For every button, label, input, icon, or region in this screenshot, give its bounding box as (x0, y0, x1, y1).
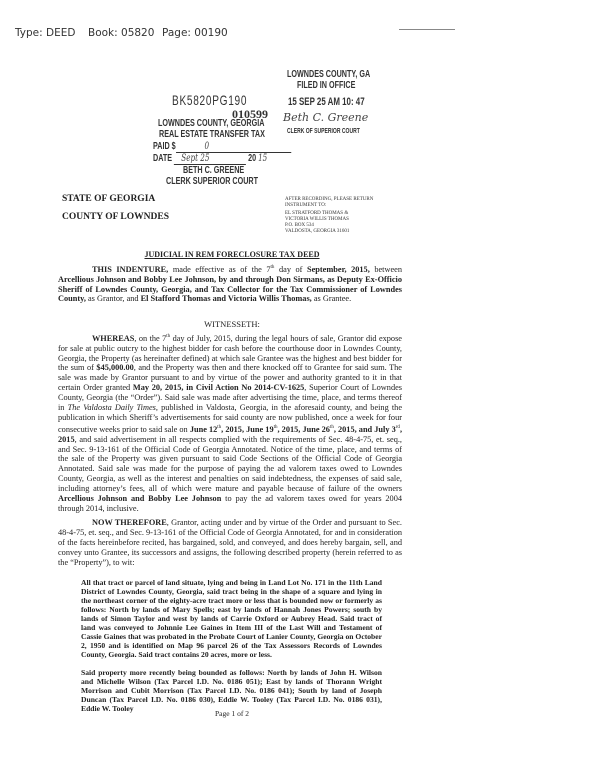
page-number: Page: 00190 (162, 27, 228, 39)
witnesseth-heading: WITNESSETH: (204, 319, 260, 329)
text-segment: , 2015, June 19 (221, 424, 274, 434)
date-label: DATE (153, 153, 173, 164)
divider (399, 29, 455, 30)
text-segment: th (270, 265, 275, 270)
text-segment: $45,000.00 (96, 363, 134, 373)
stamp-number: 010599 (232, 107, 268, 121)
filed-label: FILED IN OFFICE (297, 80, 356, 91)
county-label: COUNTY OF LOWNDES (62, 212, 169, 222)
text-segment: , 2015, June 26 (277, 424, 330, 434)
legal-description: All that tract or parcel of land situate, lying and being in Land Lot No. 171 in the 11th Land District of Lowndes County, Georgia, said tract being in the shape of a square and lying in the northeast corner of the eighty-acre tract more or less that is bounded now or formerly as follows: North by lands of Mary Spells; east by lands of Hannah Jones Powers; south by lands of Simon Taylor and west by lands of Carrie Oxford or Aubrey Head. Said tract of land was conveyed to Johnnie Lee Gaines in Item III of the Last Will and Testament of Cassie Gaines that was probated in the Probate Court of Lanier County, Georgia on October 2, 1950 and is identified on Map 96 parcel 26 of the Tax Assessors Records of Lowndes County, Georgia. Said tract contains 20 acres, more or less. (81, 578, 382, 659)
return-address (285, 197, 373, 235)
year-value: 15 (258, 153, 268, 164)
text-segment: , Superior Court of Lowndes County, Georgia (the “Order”). Said sale was made after advertising the time, place, and terms thereof in (58, 383, 402, 413)
text-segment: The Valdosta Daily Times (67, 403, 156, 413)
text-segment: th (273, 424, 278, 430)
filed-county: LOWNDES COUNTY, GA (287, 69, 371, 80)
text-segment: th (166, 334, 171, 339)
filed-datetime: 15 SEP 25 AM 10: 47 (288, 96, 365, 108)
paid-label: PAID $ (153, 141, 176, 152)
filed-clerk: CLERK OF SUPERIOR COURT (287, 128, 360, 135)
text-segment: , and the Property was then and there knocked off to Grantee for said sum. The sale was made by Grantor pursuant to and by virtue of the power and authority granted to it in that certain Order granted (58, 363, 402, 393)
state-label: STATE OF GEORGIA (62, 194, 156, 204)
text-segment: WHEREAS (92, 333, 135, 343)
whereas-paragraph (58, 332, 402, 514)
indenture-paragraph (58, 263, 402, 304)
text-segment: as Grantee. (311, 294, 352, 304)
stamp-clerk-name: BETH C. GREENE (183, 165, 245, 176)
stamp-tax-label: REAL ESTATE TRANSFER TAX (159, 129, 265, 140)
text-segment: made effective as of the 7 (168, 264, 271, 274)
text-segment: THIS INDENTURE, (92, 264, 169, 274)
return-line: VICTORIA WILLIS THOMAS (285, 217, 349, 222)
text-segment: , 2015 (58, 424, 403, 444)
text-segment: as Grantor, and (85, 294, 141, 304)
text-segment: between (369, 264, 402, 274)
return-line: INSTRUMENT TO: (285, 203, 327, 208)
text-segment: th (329, 424, 334, 430)
paid-row (153, 141, 291, 153)
date-value: Sept 25 (174, 153, 246, 165)
text-segment: , published in Valdosta, Georgia, in the aforesaid county, and being the publication in which Sheriff’s advertisements for said county are now published, once a week for four consecutive weeks prior to said sale on (58, 403, 403, 434)
paid-value: 0 (176, 141, 291, 153)
legal-description-recent: Said property more recently being bounded as follows: North by lands of John H. Wilson and Michelle Wilson (Tax Parcel I.D. No. 0186 051); East by lands of Thorann Wright Morrison and Cubit Morrison (Tax Parcel I.D. No. 0186 041); South by land of Joseph Duncan (Tax Parcel I.D. No. 0186 030), Eddie W. Tooley (Tax Parcel I.D. No. 0186 031), Eddie W. Tooley (81, 668, 382, 713)
text-segment: , and said advertisement in all respects complied with the requirements of Sec. 48-4-75, et. seq., and Sec. 9-13-161 of the Official Code of Georgia Annotated. Notice of the time, place, and terms of the sale of the Property was given pursuant to said Code Sections of the Official Code of Georgia Annotated. Said sale was made for the purpose of paying the ad valorem taxes owed to Lowndes County, Georgia, as well as the interest and penalties on said indebtedness, the expenses of said sale, including attorney’s fees, all of which were mature and payable because of failure of the owners (58, 434, 402, 494)
page-footer: Page 1 of 2 (215, 709, 249, 718)
now-therefore-paragraph (58, 518, 402, 568)
doc-type: Type: DEED (15, 27, 76, 39)
text-segment: , 2015, and July 3 (333, 424, 396, 434)
book-page-stamp: BK5820PG190 (172, 92, 248, 108)
text-segment: rd (395, 424, 400, 430)
return-line: P.O. BOX 534 (285, 223, 314, 228)
text-segment: to pay the ad valorem taxes owed for years 2004 through 2014, inclusive. (58, 494, 402, 513)
text-segment: th (217, 424, 222, 430)
text-segment: Arcellious Johnson and Bobby Lee Johnson, by and through Don Sirmans, as Deputy Ex-Officio Sheriff of Lowndes County, Georgia, and Tax Collector for the Tax Commissioner of Lowndes County, (58, 274, 402, 304)
text-segment: NOW THEREFORE (92, 518, 167, 527)
text-segment: day of (274, 264, 307, 274)
text-segment: , Grantor, acting under and by virtue of the Order and pursuant to Sec. 48-4-75, et. seq., and Sec. 9-13-161 of the Official Code of Georgia Annotated, for and in consideration of the facts hereinbefore recited, has bargained, sold, and conveyed, and does hereby bargain, sell, and convey unto Grantee, its successors and assigns, the following described property (herein referred to as the “Property”), to wit: (58, 518, 402, 567)
document-title: JUDICIAL IN REM FORECLOSURE TAX DEED (144, 250, 320, 259)
clerk-signature: Beth C. Greene (283, 111, 369, 124)
text-segment: September, 2015, (307, 264, 370, 274)
stamp-county: LOWNDES COUNTY, GEORGIA (158, 118, 265, 129)
date-row (153, 153, 267, 165)
return-line: VALDOSTA, GEORGIA 31601 (285, 229, 350, 234)
book-number: Book: 05820 (88, 27, 155, 39)
text-segment: Arcellious Johnson and Bobby Lee Johnson (58, 494, 222, 504)
return-line: EL STRATFORD THOMAS & (285, 211, 349, 216)
return-line: AFTER RECORDING, PLEASE RETURN (285, 197, 374, 202)
stamp-clerk-title: CLERK SUPERIOR COURT (166, 176, 259, 187)
text-segment: May 20, 2015, in Civil Action No 2014-CV-1625 (132, 383, 305, 393)
text-segment: El Stafford Thomas and Victoria Willis Thomas, (140, 294, 312, 304)
text-segment: June 12 (189, 424, 218, 434)
text-segment: day of July, 2015, during the legal hours of sale, Grantor did expose for sale at public outcry to the highest bidder for cash before the courthouse door in Lowndes County, Georgia, the Property (as hereinafter defined) at which sale Grantee was the highest and best bidder for the sum of (58, 333, 402, 373)
year-prefix: 20 (248, 153, 257, 164)
text-segment: , on the 7 (134, 333, 167, 343)
